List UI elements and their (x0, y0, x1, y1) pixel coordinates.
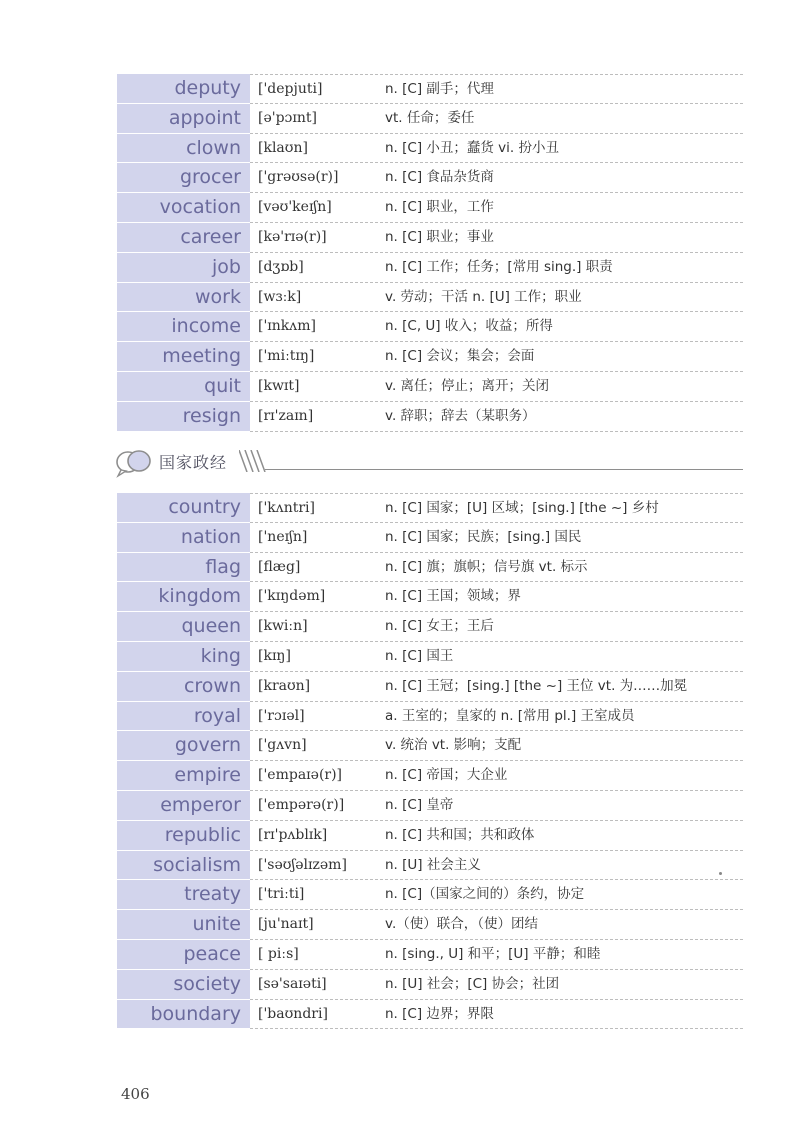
vocab-word: empire (117, 761, 250, 791)
vocab-phonetic: ['gʌvn] (258, 737, 307, 754)
vocab-phonetic: ['miːtɪŋ] (258, 348, 315, 365)
vocab-row (117, 193, 743, 223)
vocab-row (117, 731, 743, 761)
vocab-definition: n. [C]（国家之间的）条约，协定 (385, 886, 585, 903)
vocab-detail (250, 193, 743, 223)
vocab-definition: n. [C] 女王；王后 (385, 618, 494, 635)
vocab-word: resign (117, 402, 250, 432)
vocab-word: income (117, 312, 250, 342)
vocab-word: career (117, 223, 250, 253)
vocab-table-occupations (117, 74, 743, 432)
vocab-detail (250, 731, 743, 761)
vocab-phonetic: ['grəʊsə(r)] (258, 169, 339, 186)
vocab-definition: n. [C] 共和国；共和政体 (385, 826, 535, 843)
vocab-row (117, 612, 743, 642)
vocab-detail (250, 910, 743, 940)
vocab-word: appoint (117, 104, 250, 134)
vocab-phonetic: ['kʌntri] (258, 500, 315, 516)
vocab-definition: n. [C] 王国；领域；界 (385, 588, 521, 605)
vocab-row (117, 672, 743, 702)
vocab-phonetic: [rɪ'pʌblɪk] (258, 826, 328, 843)
vocab-table-politics (117, 493, 743, 1029)
vocab-definition: n. [U] 社会主义 (385, 856, 481, 873)
vocab-phonetic: [ju'naɪt] (258, 916, 314, 933)
vocab-definition: v. 辞职；辞去（某职务） (385, 407, 536, 424)
vocab-word: peace (117, 940, 250, 970)
vocab-word: kingdom (117, 582, 250, 612)
vocab-row (117, 940, 743, 970)
vocab-detail (250, 163, 743, 193)
vocab-detail (250, 74, 743, 104)
vocab-row (117, 312, 743, 342)
vocab-detail (250, 523, 743, 553)
vocab-definition: n. [C] 食品杂货商 (385, 169, 494, 186)
vocab-word: crown (117, 672, 250, 702)
vocab-phonetic: [klaʊn] (258, 139, 308, 156)
page-number: 406 (121, 1085, 150, 1103)
vocab-phonetic: [rɪ'zaɪn] (258, 407, 314, 424)
vocab-phonetic: ['neɪʃn] (258, 528, 308, 545)
vocab-word: flag (117, 553, 250, 583)
vocab-word: queen (117, 612, 250, 642)
vocab-detail (250, 223, 743, 253)
vocab-detail (250, 283, 743, 313)
vocab-phonetic: ['rɔɪəl] (258, 707, 305, 724)
vocab-detail (250, 642, 743, 672)
vocab-row (117, 523, 743, 553)
vocab-detail (250, 582, 743, 612)
vocab-row (117, 402, 743, 432)
vocab-definition: n. [C] 国家；民族；[sing.] 国民 (385, 528, 582, 545)
vocab-phonetic: [kwiːn] (258, 618, 308, 635)
vocab-definition: n. [C] 小丑；蠢货 vi. 扮小丑 (385, 139, 560, 156)
vocab-definition: n. [C] 旗；旗帜；信号旗 vt. 标示 (385, 558, 588, 575)
vocab-row (117, 134, 743, 164)
vocab-row (117, 493, 743, 523)
vocab-word: govern (117, 731, 250, 761)
vocab-definition: n. [C] 王冠；[sing.] [the ~] 王位 vt. 为……加冕 (385, 677, 688, 694)
vocab-phonetic: [vəʊ'keɪʃn] (258, 199, 332, 216)
vocab-word: socialism (117, 851, 250, 881)
vocab-phonetic: [kɪŋ] (258, 647, 291, 664)
vocab-word: unite (117, 910, 250, 940)
vocab-word: treaty (117, 880, 250, 910)
vocab-phonetic: [kraʊn] (258, 677, 311, 694)
vocab-detail (250, 253, 743, 283)
vocab-definition: n. [C] 副手；代理 (385, 81, 494, 97)
vocab-definition: n. [sing., U] 和平；[U] 平静；和睦 (385, 945, 601, 962)
vocab-word: deputy (117, 74, 250, 104)
scan-speck (719, 872, 722, 875)
vocab-detail (250, 402, 743, 432)
section-title: 国家政经 (159, 453, 228, 472)
vocab-row (117, 970, 743, 1000)
vocab-definition: n. [C, U] 收入；收益；所得 (385, 318, 553, 335)
vocab-detail (250, 940, 743, 970)
vocab-detail (250, 702, 743, 732)
vocab-definition: n. [C] 会议；集会；会面 (385, 348, 535, 365)
vocab-row (117, 372, 743, 402)
vocab-definition: v. 劳动；干活 n. [U] 工作；职业 (385, 288, 582, 305)
vocab-word: king (117, 642, 250, 672)
vocab-definition: n. [C] 皇帝 (385, 796, 454, 813)
vocab-phonetic: [kə'rɪə(r)] (258, 228, 327, 245)
vocab-word: clown (117, 134, 250, 164)
vocab-phonetic: ['səʊʃəlɪzəm] (258, 856, 347, 873)
vocab-row (117, 74, 743, 104)
vocab-row (117, 283, 743, 313)
vocab-row (117, 342, 743, 372)
vocab-row (117, 910, 743, 940)
vocab-detail (250, 1000, 743, 1030)
vocab-phonetic: ['depjuti] (258, 81, 323, 97)
vocab-definition: n. [C] 职业，工作 (385, 199, 494, 216)
vocab-detail (250, 372, 743, 402)
vocab-detail (250, 970, 743, 1000)
header-rule (265, 469, 743, 470)
vocab-phonetic: ['empərə(r)] (258, 796, 345, 813)
vocab-row (117, 821, 743, 851)
vocab-detail (250, 104, 743, 134)
vocab-word: emperor (117, 791, 250, 821)
vocab-word: vocation (117, 193, 250, 223)
vocab-detail (250, 493, 743, 523)
vocab-definition: n. [U] 社会；[C] 协会；社团 (385, 975, 560, 992)
vocab-detail (250, 791, 743, 821)
vocab-definition: a. 王室的；皇家的 n. [常用 pl.] 王室成员 (385, 707, 635, 724)
vocab-word: meeting (117, 342, 250, 372)
vocab-word: job (117, 253, 250, 283)
vocab-definition: v.（使）联合，（使）团结 (385, 916, 538, 933)
vocab-phonetic: [kwɪt] (258, 377, 300, 394)
vocab-phonetic: [sə'saɪəti] (258, 975, 327, 992)
vocab-definition: n. [C] 国王 (385, 647, 454, 664)
vocab-row (117, 880, 743, 910)
speech-bubbles-icon (115, 446, 159, 478)
vocab-word: republic (117, 821, 250, 851)
section-header (115, 444, 743, 478)
vocab-row (117, 163, 743, 193)
vocab-definition: n. [C] 职业；事业 (385, 228, 494, 245)
vocab-row (117, 223, 743, 253)
vocab-word: grocer (117, 163, 250, 193)
vocab-word: royal (117, 702, 250, 732)
vocab-word: work (117, 283, 250, 313)
vocab-definition: n. [C] 边界；界限 (385, 1005, 494, 1022)
vocab-row (117, 553, 743, 583)
vocab-row (117, 702, 743, 732)
vocab-row (117, 582, 743, 612)
vocab-row (117, 1000, 743, 1030)
vocab-definition: vt. 任命；委任 (385, 109, 475, 126)
vocab-word: boundary (117, 1000, 250, 1030)
vocab-word: nation (117, 523, 250, 553)
vocab-detail (250, 851, 743, 881)
vocab-detail (250, 612, 743, 642)
vocab-definition: n. [C] 国家；[U] 区域；[sing.] [the ~] 乡村 (385, 500, 659, 516)
vocab-row (117, 104, 743, 134)
vocab-phonetic: [flæg] (258, 558, 301, 575)
vocab-definition: v. 离任；停止；离开；关闭 (385, 377, 550, 394)
vocab-phonetic: ['ɪnkʌm] (258, 318, 316, 335)
vocab-word: country (117, 493, 250, 523)
vocab-definition: n. [C] 帝国；大企业 (385, 767, 508, 784)
vocab-definition: v. 统治 vt. 影响；支配 (385, 737, 522, 754)
vocab-row (117, 642, 743, 672)
vocab-phonetic: ['triːti] (258, 886, 305, 903)
vocab-detail (250, 342, 743, 372)
vocab-detail (250, 312, 743, 342)
vocab-phonetic: [ə'pɔɪnt] (258, 109, 317, 126)
vocab-detail (250, 553, 743, 583)
vocab-detail (250, 821, 743, 851)
vocab-row (117, 851, 743, 881)
vocab-detail (250, 761, 743, 791)
vocab-detail (250, 134, 743, 164)
vocab-word: quit (117, 372, 250, 402)
vocab-row (117, 253, 743, 283)
vocab-phonetic: [dʒɒb] (258, 258, 304, 275)
vocab-phonetic: ['baʊndri] (258, 1005, 328, 1022)
vocab-phonetic: ['kɪŋdəm] (258, 588, 326, 605)
vocab-phonetic: [wɜːk] (258, 288, 302, 305)
vocab-phonetic: [ piːs] (258, 945, 299, 962)
vocab-word: society (117, 970, 250, 1000)
vocab-detail (250, 672, 743, 702)
vocab-row (117, 761, 743, 791)
vocab-row (117, 791, 743, 821)
vocab-definition: n. [C] 工作；任务；[常用 sing.] 职责 (385, 258, 613, 275)
vocab-phonetic: ['empaɪə(r)] (258, 767, 343, 784)
vocab-detail (250, 880, 743, 910)
